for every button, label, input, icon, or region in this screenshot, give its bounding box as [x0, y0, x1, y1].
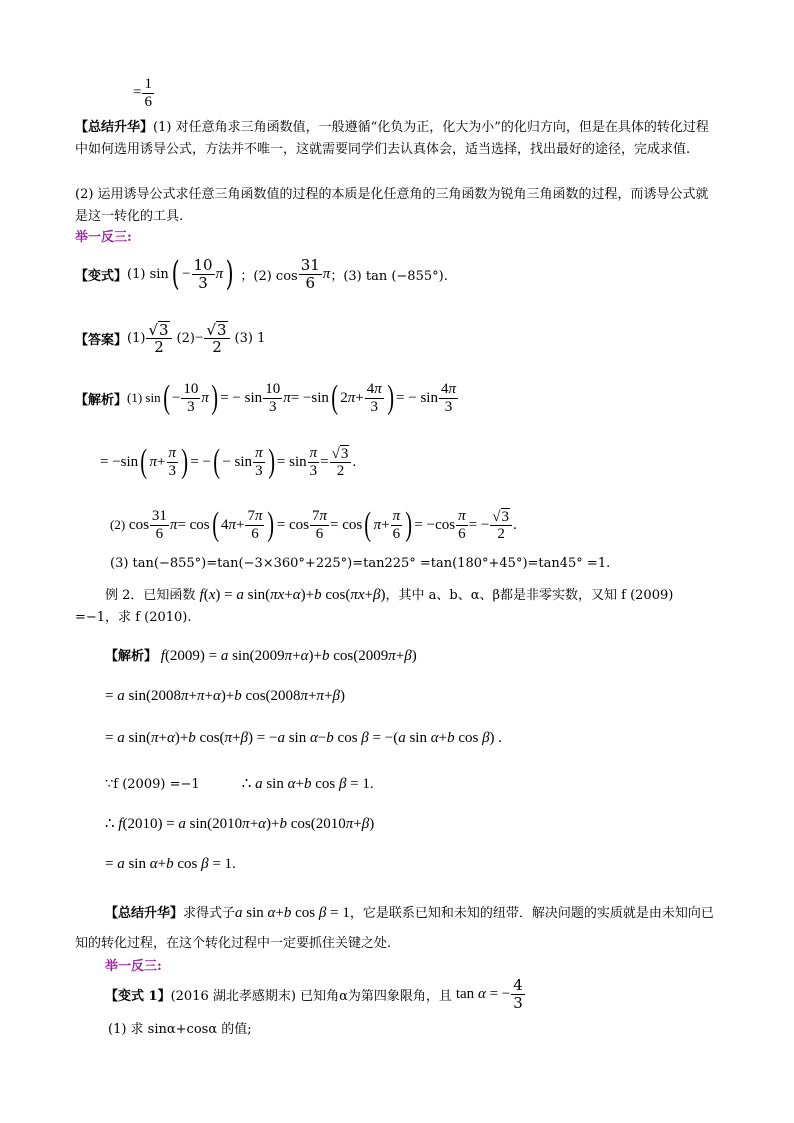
- right-paren: ): [225, 254, 234, 294]
- summary-text-1: (1) 对任意角求三角函数值，一般遵循“化负为正，化大为小”的化归方向，但是在具体的转化过程中如何选用诱导公式，方法并不唯一，这就需要同学们去认真体会，适当选择，找出最好的途径，完成求值.: [75, 120, 709, 157]
- top-result: [133, 76, 155, 110]
- variant-part1-label: (1) sin: [127, 266, 169, 282]
- answer-part3: (3) 1: [234, 330, 266, 346]
- fraction-sqrt3-2: $\frac{√3}{2}$: [146, 321, 171, 356]
- fraction-4-3: $\frac{4}{3}$: [513, 976, 523, 1012]
- summary-tag: 【总结升华】: [75, 120, 154, 135]
- solution2-line-6: = a sin α+b cos β = 1.: [105, 856, 236, 872]
- heading-practice-1: 举一反三:: [75, 230, 132, 245]
- fraction-one-sixth: $\frac{1}{6}$: [144, 76, 152, 110]
- answer-tag: 【答案】: [75, 332, 128, 348]
- variant-part3-label: ；(3) tan (−855°).: [330, 268, 448, 284]
- fraction-neg-sqrt3-2: $\frac{√3}{2}$: [204, 321, 229, 356]
- fraction-31-6: $\frac{31}{6}$: [300, 256, 320, 292]
- left-paren: (: [171, 254, 180, 294]
- variant-part2-label: ；(2) cos: [240, 268, 298, 284]
- solution2-line-2: = a sin(2008π+π+α)+b cos(2008π+π+β): [105, 688, 345, 704]
- solution2-line-4: ∵f (2009) =−1 ∴ a sin α+b cos β = 1.: [105, 776, 374, 792]
- solution2-line-1: 【解析】 f(2009) = a sin(2009π+α)+b cos(2009π+β): [105, 648, 417, 664]
- summary-paragraph-1: [75, 117, 720, 161]
- solution-line-3: (2) cos $\frac{31}{6}$ π = cos ( 4 π + $\frac{7\pi}{6}$ ) = cos $\frac{7\pi}{6}$ = cos ( π + $\frac{\pi}{6}$ ) = −cos $\frac{\pi}{6}$ = − $\frac{√3}{2}$ .: [110, 506, 517, 543]
- fraction-10-3: $\frac{10}{3}$: [193, 256, 213, 292]
- example-2: 例 2．已知函数 f(x) = a sin(πx+α)+b cos(πx+β)，其中 a、b、α、β都是非零实数，又知 f (2009) =−1，求 f (2010).: [75, 587, 674, 625]
- answer-part2: (2): [176, 330, 195, 346]
- variant2-line: 【变式 1】 (2016 湖北孝感期末) 已知角α为第四象限角，且 tan α = − $\frac{4}{3}$: [105, 976, 523, 1012]
- summary-paragraph-3: 【总结升华】求得式子a sin α+b cos β = 1，它是联系已知和未知的纽带．解决问题的实质就是由未知向已知的转化过程，在这个转化过程中一定要抓住关键之处.: [75, 905, 714, 951]
- variant2-question-1: (1) 求 sinα+cosα 的值;: [108, 1022, 252, 1037]
- solution-line-1: 【解析】 (1) sin ( − $\frac{10}{3}$ π ) = − sin $\frac{10}{3}$ π = −sin ( 2 π + $\frac{4\pi}{3}$ ) = − sin $\frac{4\pi}{3}$: [75, 379, 456, 416]
- variant-line: 【变式】 (1) sin ( − $\frac{10}{3}$ π ) ；(2) cos $\frac{31}{6}$ π ；(3) tan (−855°).: [75, 254, 448, 294]
- solution-line-4: (3) tan(−855°)=tan(−3×360°+225°)=tan225° =tan(180°+45°)=tan45° =1.: [110, 556, 611, 571]
- solution2-line-5: ∴ f(2010) = a sin(2010π+α)+b cos(2010π+β): [105, 816, 375, 832]
- variant-tag: 【变式】: [75, 268, 128, 284]
- summary-paragraph-2: [75, 184, 720, 228]
- answer-line: 【答案】 (1) $\frac{√3}{2}$ (2) − $\frac{√3}{2}$ (3) 1: [75, 320, 266, 356]
- equals-sign: =: [133, 84, 142, 101]
- answer-part1: (1): [127, 330, 146, 346]
- solution-tag: 【解析】: [75, 391, 128, 407]
- solution2-line-3: = a sin(π+α)+b cos(π+β) = −a sin α−b cos β = −(a sin α+b cos β) .: [105, 730, 503, 746]
- solution-line-2: = −sin ( π + $\frac{\pi}{3}$ ) = − ( − sin $\frac{\pi}{3}$ ) = sin $\frac{\pi}{3}$ = $\frac{√3}{2}$ .: [100, 443, 357, 480]
- solution2-tag: 【解析】: [105, 648, 158, 663]
- summary-text-2: (2) 运用诱导公式求任意三角函数值的过程的本质是化任意角的三角函数为锐角三角函数的过程，而诱导公式就是这一转化的工具.: [75, 187, 709, 224]
- heading-practice-2: 举一反三:: [105, 959, 162, 974]
